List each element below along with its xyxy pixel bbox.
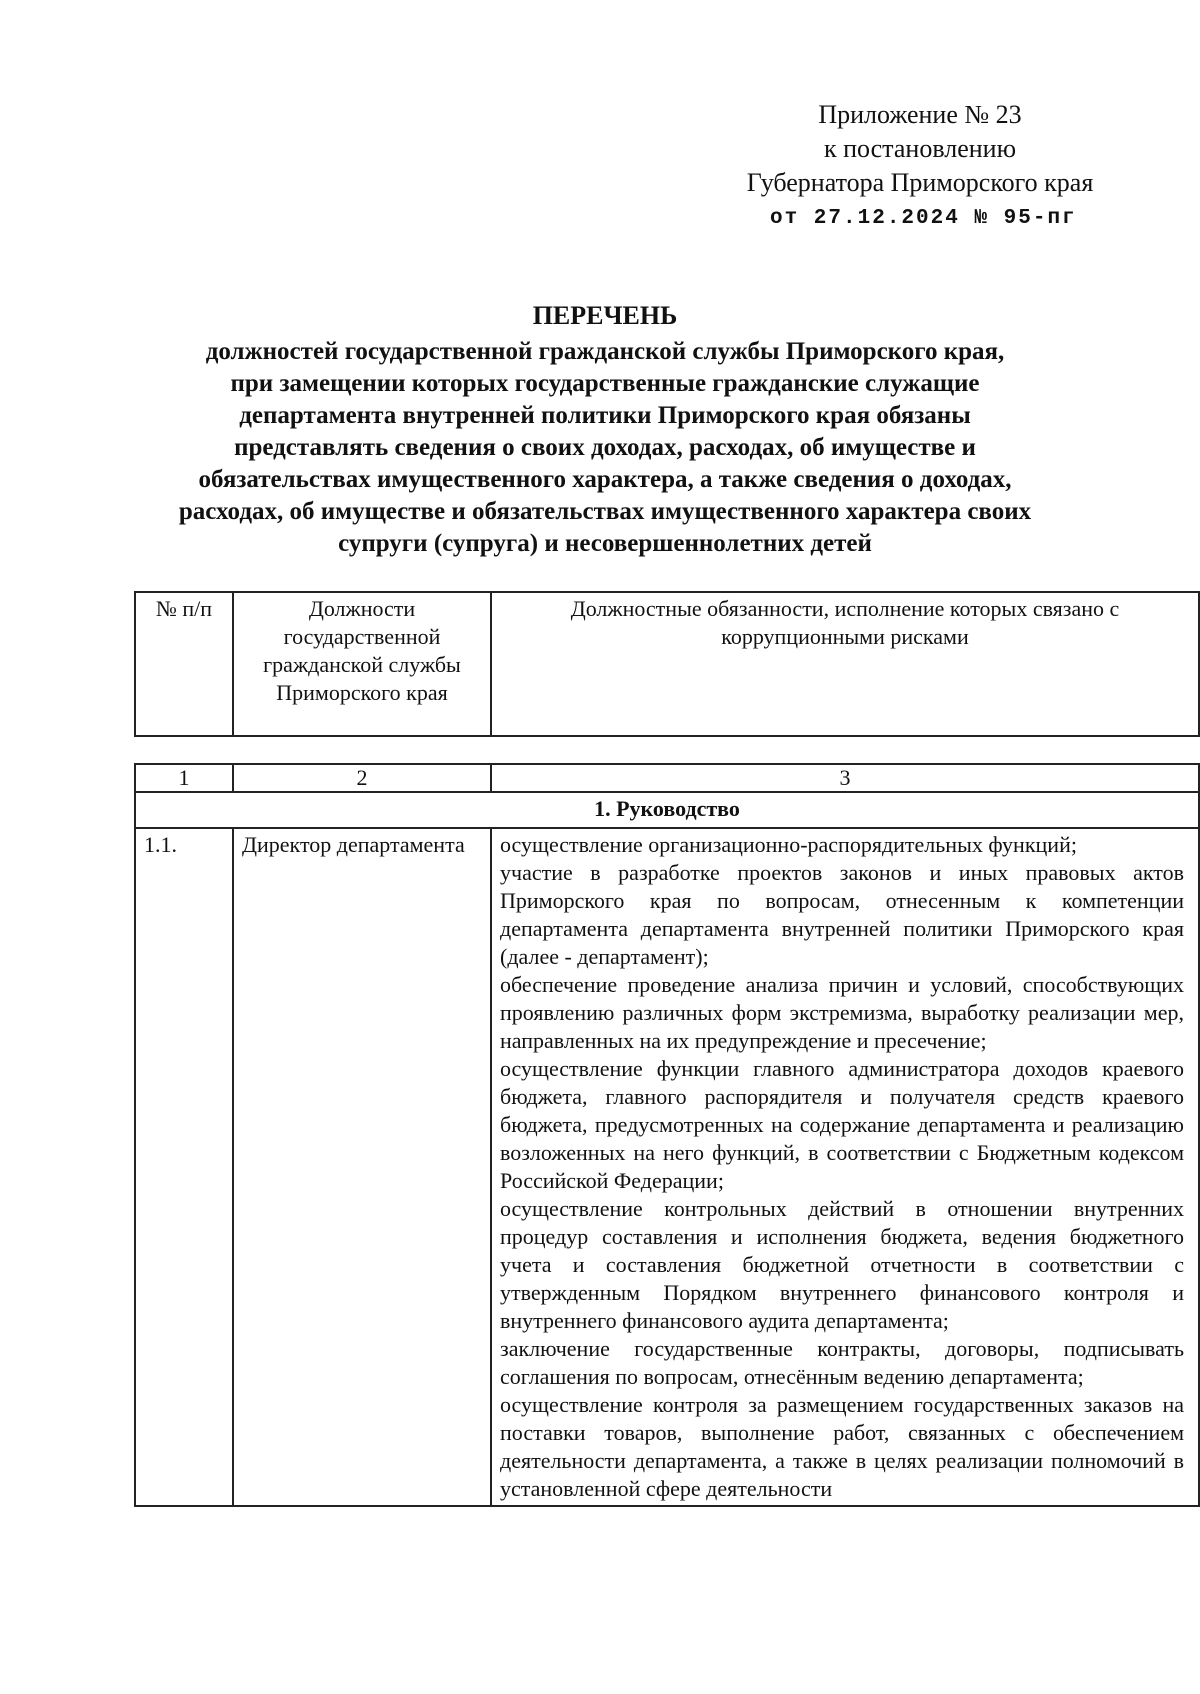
column-number: 2 bbox=[233, 764, 491, 792]
duty-item: осуществление функции главного администратора доходов краевого бюджета, главного распорядителя и получателя средств краевого бюджета, предусмотренных на содержание департамента и реализацию возложенных на него функций, в соответствии с Бюджетным кодексом Российской Федерации; bbox=[500, 1056, 1184, 1193]
section-row bbox=[135, 792, 1199, 828]
table-row bbox=[135, 828, 1199, 1506]
duty-item: осуществление организационно-распорядительных функций; bbox=[500, 832, 1077, 857]
column-number: 3 bbox=[491, 764, 1199, 792]
header-row bbox=[135, 592, 1199, 736]
duty-item: участие в разработке проектов законов и иных правовых актов Приморского края по вопросам, отнесенным к компетенции департамента департамента внутренней политики Приморского края (далее - департамент); bbox=[500, 860, 1184, 969]
row-number: 1.1. bbox=[135, 828, 233, 1506]
annex-date: от 27.12.2024 № 95-пг bbox=[770, 207, 1077, 230]
duty-item: осуществление контроля за размещением государственных заказов на поставки товаров, выполнение работ, связанных с обеспечением деятельности департамента, а также в целях реализации полномочий в установленной сфере деятельности bbox=[500, 1392, 1184, 1501]
title-heading: ПЕРЕЧЕНЬ bbox=[532, 301, 678, 330]
document-title bbox=[130, 300, 1080, 560]
annex-number: Приложение № 23 bbox=[818, 100, 1022, 129]
annex-governor: Губернатора Приморского края bbox=[746, 168, 1094, 197]
duty-item: осуществление контрольных действий в отношении внутренних процедур составления и исполнения бюджета, ведения бюджетного учета и составления бюджетной отчетности в соответствии с утвержденным Порядком внутреннего финансового контроля и внутреннего финансового аудита департамента; bbox=[500, 1196, 1184, 1333]
title-line: расходах, об имуществе и обязательствах имущественного характера своих bbox=[178, 498, 1032, 525]
main-table bbox=[134, 763, 1200, 1507]
annex-resolution: к постановлению bbox=[823, 134, 1017, 163]
title-line: представлять сведения о своих доходах, расходах, об имуществе и bbox=[234, 434, 976, 461]
title-line: супруги (супруга) и несовершеннолетних детей bbox=[338, 530, 872, 557]
header-table bbox=[134, 591, 1200, 737]
header-number-cell: № п/п bbox=[135, 592, 233, 736]
annex-block bbox=[700, 98, 1140, 236]
column-numbers-row bbox=[135, 764, 1199, 792]
row-position: Директор департамента bbox=[233, 828, 491, 1506]
title-line: при замещении которых государственные гражданские служащие bbox=[230, 370, 980, 397]
duty-item: заключение государственные контракты, договоры, подписывать соглашения по вопросам, отнесённым ведению департамента; bbox=[500, 1336, 1184, 1389]
row-duties bbox=[491, 828, 1199, 1506]
title-line: департамента внутренней политики Приморского края обязаны bbox=[239, 402, 971, 429]
header-duties-cell: Должностные обязанности, исполнение которых связано с коррупционными рисками bbox=[491, 592, 1199, 736]
title-line: обязательствах имущественного характера, а также сведения о доходах, bbox=[198, 466, 1012, 493]
header-position-cell: Должности государственной гражданской службы Приморского края bbox=[233, 592, 491, 736]
column-number: 1 bbox=[135, 764, 233, 792]
section-title: 1. Руководство bbox=[135, 792, 1199, 828]
title-line: должностей государственной гражданской службы Приморского края, bbox=[205, 338, 1005, 365]
duty-item: обеспечение проведение анализа причин и условий, способствующих проявлению различных форм экстремизма, выработку реализации мер, направленных на их предупреждение и пресечение; bbox=[500, 972, 1184, 1053]
